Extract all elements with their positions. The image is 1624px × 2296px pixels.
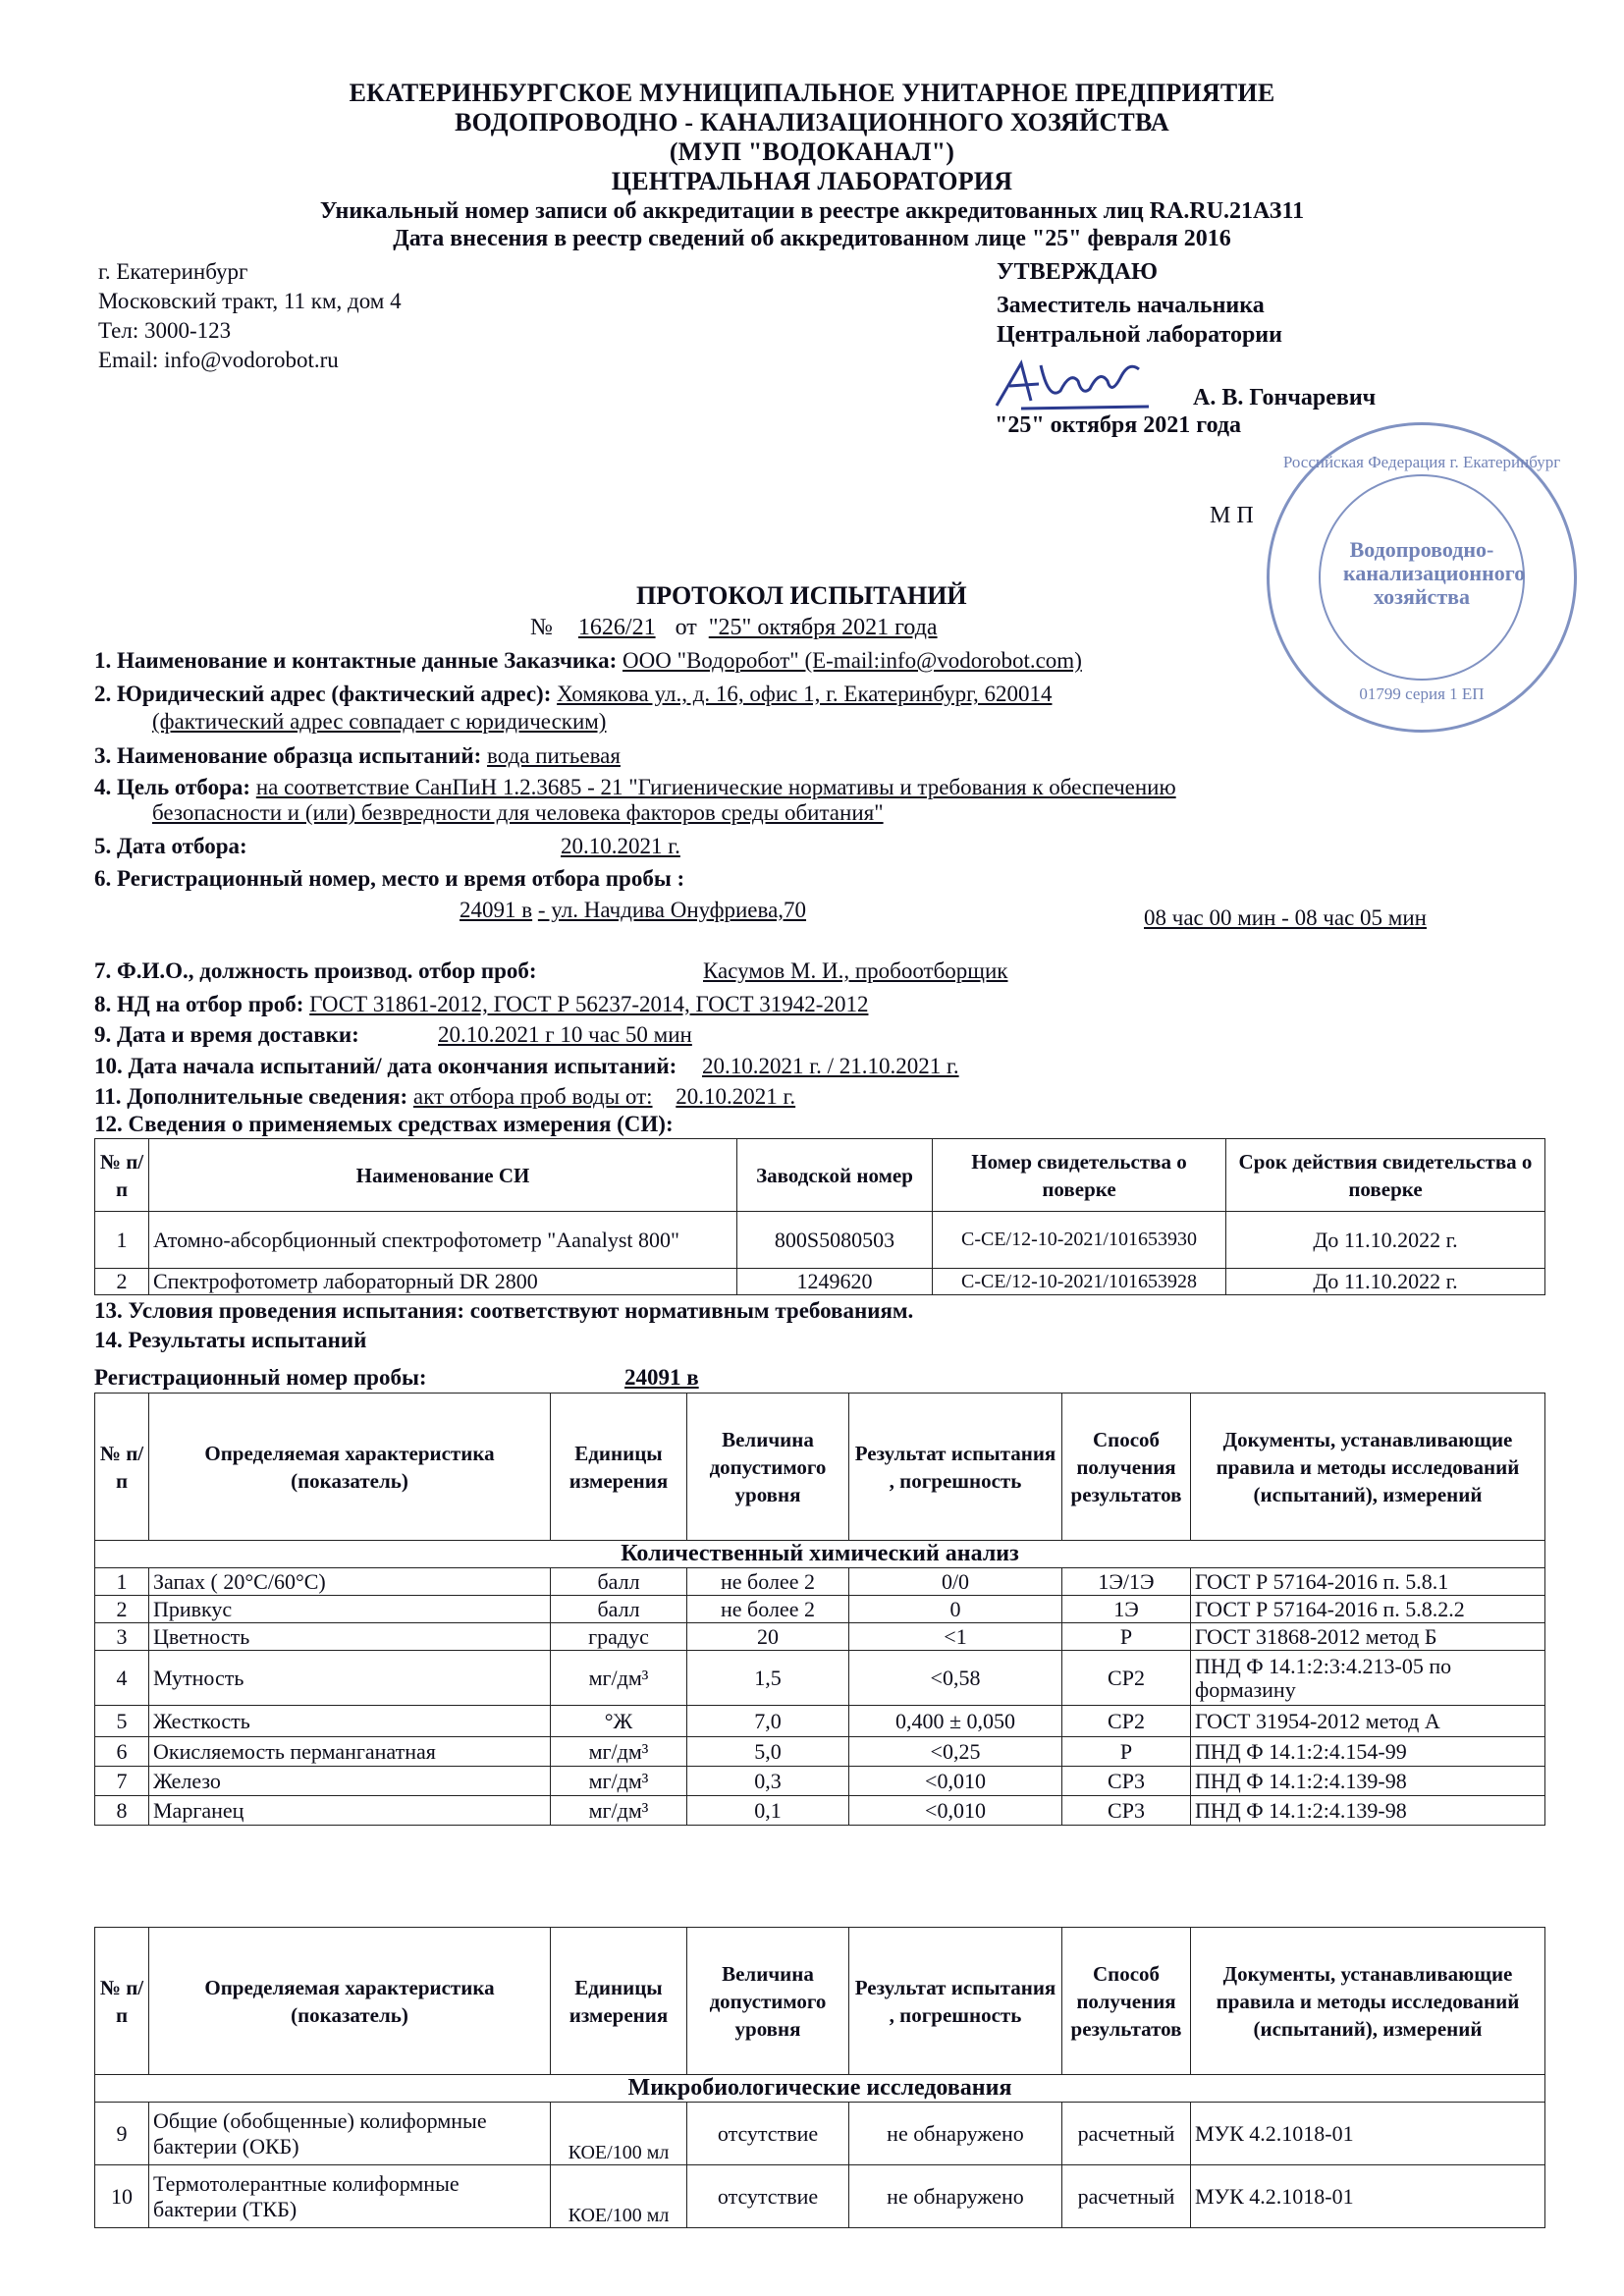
item-8 (94, 992, 868, 1017)
table-row (95, 1269, 1545, 1295)
approval-position-1: Заместитель начальника (997, 293, 1265, 318)
cell: <1 (849, 1623, 1062, 1651)
signature (992, 352, 1159, 420)
cell: не более 2 (687, 1596, 849, 1623)
stamp-bottom-text: 01799 серия 1 ЕП (1359, 684, 1485, 703)
item-9-value: 20.10.2021 г 10 час 50 мин (438, 1022, 692, 1047)
cell: ГОСТ 31954-2012 метод А (1191, 1706, 1545, 1737)
cell: СР2 (1062, 1651, 1191, 1706)
org-name-line3: (МУП "ВОДОКАНАЛ") (669, 137, 955, 166)
si-cell: До 11.10.2022 г. (1226, 1269, 1545, 1295)
item-3 (94, 743, 621, 769)
cell: МУК 4.2.1018-01 (1191, 2103, 1545, 2165)
item-11 (94, 1084, 795, 1110)
table-row (95, 1651, 1545, 1706)
results-header-limit: Величина допустимого уровня (687, 1394, 849, 1541)
cell: СР3 (1062, 1767, 1191, 1796)
section-microbiology: Микробиологические исследования (95, 2075, 1545, 2103)
cell: ГОСТ Р 57164-2016 п. 5.8.2.2 (1191, 1596, 1545, 1623)
cell: КОЕ/100 мл (551, 2103, 687, 2165)
cell: мг/дм³ (551, 1651, 687, 1706)
item-10-label: 10. Дата начала испытаний/ дата окончания испытаний: (94, 1054, 677, 1078)
cell: Термотолерантные колиформные бактерии (ТКБ) (149, 2165, 551, 2228)
si-cell: 800S5080503 (737, 1212, 933, 1269)
cell: ПНД Ф 14.1:2:4.154-99 (1191, 1737, 1545, 1767)
lab-name: ЦЕНТРАЛЬНАЯ ЛАБОРАТОРИЯ (611, 167, 1013, 195)
table-row (95, 1737, 1545, 1767)
micro-header-parameter: Определяемая характеристика (показатель) (149, 1928, 551, 2075)
protocol-from-label: от (675, 615, 697, 640)
cell: градус (551, 1623, 687, 1651)
approval-date: "25" октября 2021 года (995, 412, 1242, 438)
measurement-instruments-table (94, 1138, 1545, 1295)
cell: 1,5 (687, 1651, 849, 1706)
item-5 (94, 834, 680, 859)
cell: 0,3 (687, 1767, 849, 1796)
si-header-validity: Срок действия свидетельства о поверке (1226, 1139, 1545, 1212)
si-cell: 1249620 (737, 1269, 933, 1295)
si-cell: С-СЕ/12-10-2021/101653930 (933, 1212, 1226, 1269)
cell: <0,25 (849, 1737, 1062, 1767)
cell: мг/дм³ (551, 1796, 687, 1826)
micro-header-result: Результат испытания , погрешность (849, 1928, 1062, 2075)
item-8-label: 8. НД на отбор проб: (94, 992, 304, 1016)
item-10 (94, 1054, 959, 1079)
cell: МУК 4.2.1018-01 (1191, 2165, 1545, 2228)
cell: Жесткость (149, 1706, 551, 1737)
protocol-number: 1626/21 (577, 615, 656, 640)
org-name-line1: ЕКАТЕРИНБУРГСКОЕ МУНИЦИПАЛЬНОЕ УНИТАРНОЕ ПРЕДПРИЯТИЕ (349, 79, 1275, 107)
table-row (95, 1796, 1545, 1826)
item-9-label: 9. Дата и время доставки: (94, 1022, 359, 1047)
stamp-ring-text: Российская Федерация г. Екатеринбург (1282, 453, 1561, 471)
cell: 3 (95, 1623, 149, 1651)
item-2-label: 2. Юридический адрес (фактический адрес): (94, 682, 552, 706)
results-header-units: Единицы измерения (551, 1394, 687, 1541)
cell: 5,0 (687, 1737, 849, 1767)
cell: СР2 (1062, 1706, 1191, 1737)
cell: Железо (149, 1767, 551, 1796)
contact-city: г. Екатеринбург (98, 259, 248, 284)
item-5-value: 20.10.2021 г. (561, 834, 680, 858)
cell: 9 (95, 2103, 149, 2165)
si-cell: Спектрофотометр лабораторный DR 2800 (149, 1269, 737, 1295)
item-9 (94, 1022, 692, 1048)
protocol-number-line (530, 615, 938, 640)
cell: мг/дм³ (551, 1767, 687, 1796)
item-11-date: 20.10.2021 г. (676, 1084, 796, 1109)
cell: балл (551, 1596, 687, 1623)
item-11-value: акт отбора проб воды от: (412, 1084, 653, 1109)
micro-header-documents: Документы, устанавливающие правила и методы исследований (испытаний), измерений (1191, 1928, 1545, 2075)
item-8-value: ГОСТ 31861-2012, ГОСТ Р 56237-2014, ГОСТ 31942-2012 (309, 992, 869, 1016)
cell: Мутность (149, 1651, 551, 1706)
sample-registration-value: 24091 в (624, 1365, 699, 1390)
cell: Общие (обобщенные) колиформные бактерии (ОКБ) (149, 2103, 551, 2165)
cell: КОЕ/100 мл (551, 2165, 687, 2228)
cell: Запах ( 20°С/60°С) (149, 1568, 551, 1596)
cell: балл (551, 1568, 687, 1596)
cell: Р (1062, 1737, 1191, 1767)
table-row (95, 1568, 1545, 1596)
cell: Окисляемость перманганатная (149, 1737, 551, 1767)
approval-title: УТВЕРЖДАЮ (997, 259, 1159, 285)
protocol-number-label: № (530, 615, 553, 640)
cell: СР3 (1062, 1796, 1191, 1826)
item-7-value: Касумов М. И., пробоотборщик (703, 958, 1008, 983)
item-7-label: 7. Ф.И.О., должность производ. отбор проб: (94, 958, 537, 983)
item-4-value-cont: безопасности и (или) безвредности для человека факторов среды обитания" (152, 800, 884, 825)
cell: ПНД Ф 14.1:2:4.139-98 (1191, 1796, 1545, 1826)
table-row (95, 1623, 1545, 1651)
cell: не более 2 (687, 1568, 849, 1596)
item-2 (94, 682, 1052, 707)
item-3-label: 3. Наименование образца испытаний: (94, 743, 482, 768)
stamp-text: Водопроводно-канализационного хозяйства (1343, 537, 1526, 609)
cell: 7 (95, 1767, 149, 1796)
si-cell: 1 (95, 1212, 149, 1269)
cell: 5 (95, 1706, 149, 1737)
sample-registration-label: Регистрационный номер пробы: (94, 1365, 427, 1390)
item-6-place: - ул. Начдива Онуфриева,70 (537, 898, 807, 922)
accreditation-date: Дата внесения в реестр сведений об аккредитованном лице "25" февраля 2016 (393, 226, 1231, 251)
contact-email: Email: info@vodorobot.ru (98, 348, 339, 372)
microbiology-results-table (94, 1927, 1545, 2228)
contact-phone: Тел: 3000-123 (98, 318, 232, 343)
item-2-note: (фактический адрес совпадает с юридическим) (152, 709, 607, 734)
cell: Цветность (149, 1623, 551, 1651)
item-1-label: 1. Наименование и контактные данные Заказчика: (94, 648, 618, 673)
organization-stamp (1267, 422, 1577, 733)
seal-label: М П (1210, 503, 1254, 528)
item-6-time: 08 час 00 мин - 08 час 05 мин (1144, 905, 1427, 930)
cell: Р (1062, 1623, 1191, 1651)
cell: 8 (95, 1796, 149, 1826)
item-13: 13. Условия проведения испытания: соответствуют нормативным требованиям. (94, 1298, 914, 1323)
item-10-value: 20.10.2021 г. / 21.10.2021 г. (702, 1054, 959, 1078)
item-4 (94, 775, 1176, 800)
table-row (95, 2165, 1545, 2228)
cell: 0,1 (687, 1796, 849, 1826)
item-7 (94, 958, 1008, 984)
results-header-documents: Документы, устанавливающие правила и методы исследований (испытаний), измерений (1191, 1394, 1545, 1541)
cell: Марганец (149, 1796, 551, 1826)
item-1-value: ООО "Водоробот" (E-mail:info@vodorobot.com) (623, 648, 1082, 673)
chemical-results-table (94, 1393, 1545, 1826)
cell: 0 (849, 1596, 1062, 1623)
cell: расчетный (1062, 2103, 1191, 2165)
cell: 6 (95, 1737, 149, 1767)
cell: 7,0 (687, 1706, 849, 1737)
cell: Привкус (149, 1596, 551, 1623)
approval-block (997, 257, 1282, 350)
item-6-label: 6. Регистрационный номер, место и время отбора пробы : (94, 866, 685, 891)
cell: 1Э (1062, 1596, 1191, 1623)
cell: 2 (95, 1596, 149, 1623)
table-row (95, 1706, 1545, 1737)
item-5-label: 5. Дата отбора: (94, 834, 247, 858)
item-6-sample-number: 24091 в (460, 898, 533, 922)
cell: ПНД Ф 14.1:2:4.139-98 (1191, 1767, 1545, 1796)
results-header-parameter: Определяемая характеристика (показатель) (149, 1394, 551, 1541)
cell: отсутствие (687, 2103, 849, 2165)
approver-name: А. В. Гончаревич (1193, 385, 1377, 410)
item-1 (94, 648, 1082, 674)
si-cell: До 11.10.2022 г. (1226, 1212, 1545, 1269)
micro-header-num: № п/п (95, 1928, 149, 2075)
table-row (95, 1767, 1545, 1796)
cell: 0/0 (849, 1568, 1062, 1596)
micro-header-method: Способ получения результатов (1062, 1928, 1191, 2075)
cell: не обнаружено (849, 2103, 1062, 2165)
section-chemical: Количественный химический анализ (95, 1541, 1545, 1568)
si-cell: Атомно-абсорбционный спектрофотометр "Aanalyst 800" (149, 1212, 737, 1269)
item-6-values (460, 898, 806, 923)
cell: 0,400 ± 0,050 (849, 1706, 1062, 1737)
si-cell: 2 (95, 1269, 149, 1295)
item-4-label: 4. Цель отбора: (94, 775, 251, 799)
cell: ГОСТ 31868-2012 метод Б (1191, 1623, 1545, 1651)
results-header-num: № п/п (95, 1394, 149, 1541)
cell: отсутствие (687, 2165, 849, 2228)
item-3-value: вода питьевая (487, 743, 621, 768)
item-4-value: на соответствие СанПиН 1.2.3685 - 21 "Гигиенические нормативы и требования к обеспечению (255, 775, 1176, 799)
org-name-line2: ВОДОПРОВОДНО - КАНАЛИЗАЦИОННОГО ХОЗЯЙСТВА (455, 108, 1169, 137)
contact-address: Московский тракт, 11 км, дом 4 (98, 289, 402, 313)
item-2-value: Хомякова ул., д. 16, офис 1, г. Екатеринбург, 620014 (557, 682, 1053, 706)
si-header-name: Наименование СИ (149, 1139, 737, 1212)
cell: ПНД Ф 14.1:2:3:4.213-05 по формазину (1191, 1651, 1545, 1706)
cell: 1Э/1Э (1062, 1568, 1191, 1596)
protocol-title: ПРОТОКОЛ ИСПЫТАНИЙ (636, 581, 967, 610)
results-header-result: Результат испытания , погрешность (849, 1394, 1062, 1541)
micro-header-limit: Величина допустимого уровня (687, 1928, 849, 2075)
protocol-date: "25" октября 2021 года (708, 615, 938, 640)
sample-registration (94, 1365, 699, 1391)
cell: расчетный (1062, 2165, 1191, 2228)
table-row (95, 1596, 1545, 1623)
item-14: 14. Результаты испытаний (94, 1328, 367, 1352)
si-cell: С-СЕ/12-10-2021/101653928 (933, 1269, 1226, 1295)
cell: <0,010 (849, 1796, 1062, 1826)
cell: не обнаружено (849, 2165, 1062, 2228)
item-11-label: 11. Дополнительные сведения: (94, 1084, 408, 1109)
cell: 20 (687, 1623, 849, 1651)
cell: 4 (95, 1651, 149, 1706)
si-header-serial: Заводской номер (737, 1139, 933, 1212)
cell: мг/дм³ (551, 1737, 687, 1767)
results-header-method: Способ получения результатов (1062, 1394, 1191, 1541)
cell: 1 (95, 1568, 149, 1596)
item-12-label: 12. Сведения о применяемых средствах измерения (СИ): (94, 1112, 674, 1136)
cell: ГОСТ Р 57164-2016 п. 5.8.1 (1191, 1568, 1545, 1596)
si-header-certificate: Номер свидетельства о поверке (933, 1139, 1226, 1212)
table-row (95, 1212, 1545, 1269)
table-row (95, 2103, 1545, 2165)
accreditation-number: Уникальный номер записи об аккредитации в реестре аккредитованных лиц RA.RU.21АЗ11 (319, 198, 1305, 224)
cell: 10 (95, 2165, 149, 2228)
cell: °Ж (551, 1706, 687, 1737)
approval-position-2: Центральной лаборатории (997, 322, 1282, 348)
cell: <0,58 (849, 1651, 1062, 1706)
micro-header-units: Единицы измерения (551, 1928, 687, 2075)
si-header-num: № п/п (95, 1139, 149, 1212)
cell: <0,010 (849, 1767, 1062, 1796)
contact-block (98, 257, 402, 375)
